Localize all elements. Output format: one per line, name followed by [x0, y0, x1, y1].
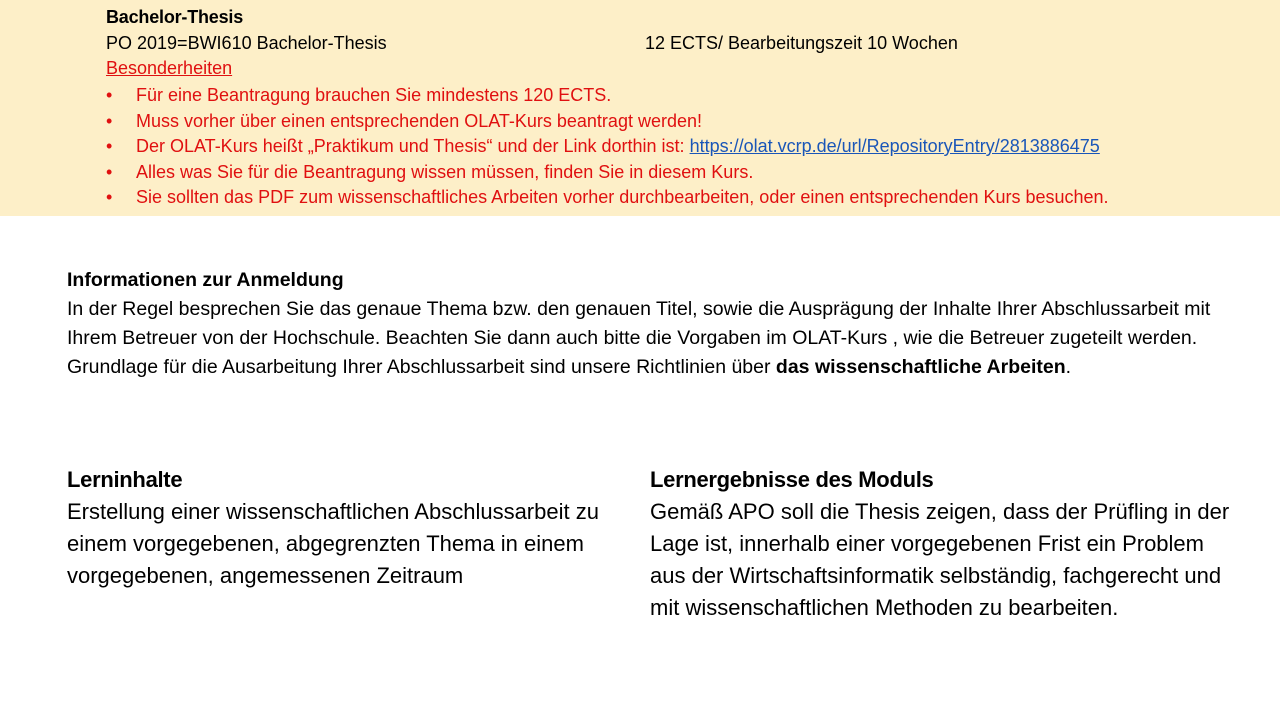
- bullet-icon: •: [106, 85, 113, 105]
- bullet-icon: •: [106, 110, 113, 131]
- bullet-icon: •: [106, 136, 113, 156]
- lernergebnisse-section: [650, 464, 1230, 624]
- richtlinien-bold: das wissenschaftliche Arbeiten: [775, 356, 1066, 378]
- olat-link[interactable]: https://olat.vcrp.de/url/RepositoryEntry/2813886475: [689, 136, 1100, 156]
- grundlage-text: Grundlage für die Ausarbeitung Ihrer Abschlussarbeit sind unsere Richtlinien über das wissenschaftliche Arbeiten.: [67, 356, 1072, 378]
- list-item: • Für eine Beantragung brauchen Sie mindestens 120 ECTS.: [106, 83, 1109, 109]
- lernergebnisse-heading: Lernergebnisse des Moduls: [650, 467, 934, 492]
- anmeldung-info: [67, 266, 1227, 382]
- ects-line: 12 ECTS/ Bearbeitungszeit 10 Wochen: [645, 33, 958, 53]
- lerninhalte-text: Erstellung einer wissenschaftlichen Abschlussarbeit zu einem vorgegebenen, abgegrenzten Thema in einem vorgegebenen, angemessenen Zeitraum: [67, 499, 599, 588]
- list-item: • Muss vorher über einen entsprechenden OLAT-Kurs beantragt werden!: [106, 109, 1109, 135]
- module-title: Bachelor-Thesis: [106, 7, 244, 27]
- list-item: • Alles was Sie für die Beantragung wissen müssen, finden Sie in diesem Kurs.: [106, 160, 1109, 186]
- besonderheiten-list: [106, 83, 1109, 211]
- besonderheiten-heading: Besonderheiten: [106, 58, 233, 78]
- po-line: PO 2019=BWI610 Bachelor-Thesis: [106, 33, 387, 53]
- bullet-icon: •: [106, 161, 113, 182]
- anmeldung-text: In der Regel besprechen Sie das genaue Thema bzw. den genauen Titel, sowie die Ausprägung der Inhalte Ihrer Abschlussarbeit mit Ihrem Betreuer von der Hochschule. Beachten Sie dann auch bitte die Vorgaben im OLAT-Kurs , wie die Betreuer zugeteilt werden.: [67, 298, 1211, 349]
- anmeldung-heading: Informationen zur Anmeldung: [67, 269, 344, 291]
- lerninhalte-section: [67, 464, 627, 592]
- lernergebnisse-text: Gemäß APO soll die Thesis zeigen, dass der Prüfling in der Lage ist, innerhalb einer vorgegebenen Frist ein Problem aus der Wirtschaftsinformatik selbständig, fachgerecht und mit wissenschaftlichen Methoden zu bearbeiten.: [650, 499, 1230, 620]
- list-item: • Der OLAT-Kurs heißt „Praktikum und Thesis“ und der Link dorthin ist: https://olat.vcrp.de/url/RepositoryEntry/2813886475: [106, 134, 1109, 160]
- header-box: [0, 0, 1280, 216]
- list-item: • Sie sollten das PDF zum wissenschaftliches Arbeiten vorher durchbearbeiten, oder einen entsprechenden Kurs besuchen.: [106, 185, 1109, 211]
- lerninhalte-heading: Lerninhalte: [67, 467, 183, 492]
- bullet-icon: •: [106, 187, 113, 207]
